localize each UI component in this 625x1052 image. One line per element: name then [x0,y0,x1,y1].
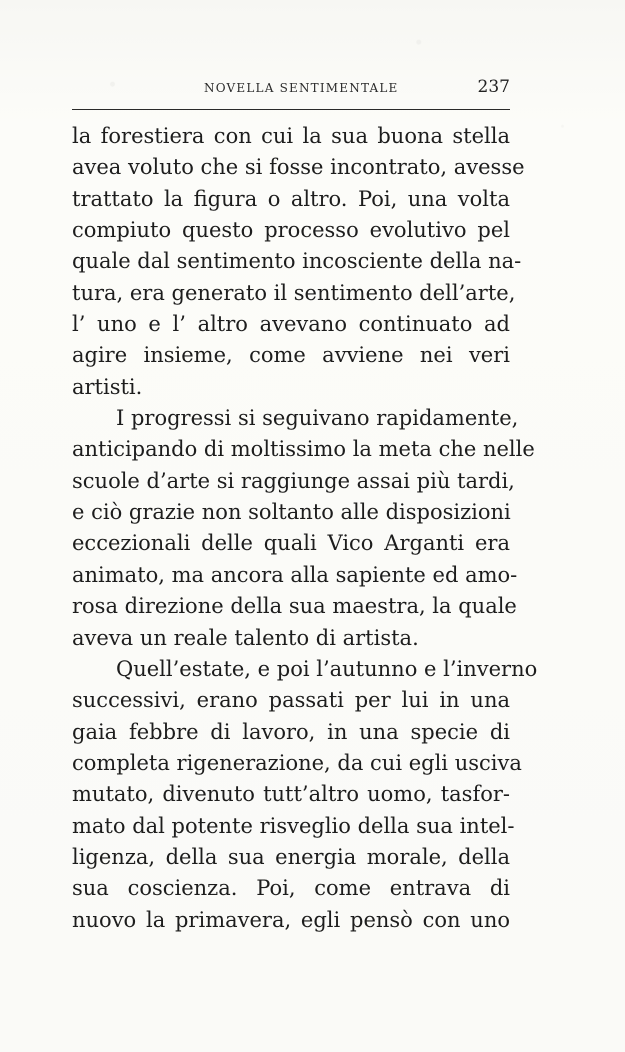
text-line: rosa direzione della sua maestra, la quale [72,594,517,619]
text-line: nuovo la primavera, egli pensò con uno [72,907,510,932]
text-line: avea voluto che si fosse incontrato, avesse [72,155,525,180]
page-header [72,74,510,102]
text-line: sua coscienza. Poi, come entrava di [72,876,510,901]
text-line: gaia febbre di lavoro, in una specie di [72,719,510,744]
text-line: aveva un reale talento di artista. [72,625,419,650]
paragraph-first-line: Quell’estate, e poi l’autunno e l’inverno [116,656,538,681]
text-line: e ciò grazie non soltanto alle disposizioni [72,500,511,525]
body-text [72,121,538,936]
text-line: anticipando di moltissimo la meta che nelle [72,437,535,462]
text-line: la forestiera con cui la sua buona stella [72,124,510,148]
text-line: scuole d’arte si raggiunge assai più tardi, [72,468,515,493]
text-line: successivi, erano passati per lui in una [72,688,510,713]
text-line: eccezionali delle quali Vico Arganti era [72,531,510,556]
text-line: trattato la figura o altro. Poi, una volta [72,186,510,211]
text-line: l’ uno e l’ altro avevano continuato ad [72,312,510,337]
text-line: ligenza, della sua energia morale, della [72,844,510,869]
text-line: completa rigenerazione, da cui egli usciva [72,750,522,775]
text-line: compiuto questo processo evolutivo pel [72,218,510,243]
text-line: artisti. [72,374,143,399]
text-line: mato dal potente risveglio della sua intel- [72,813,515,838]
running-title: NOVELLA SENTIMENTALE [204,81,399,95]
text-line: agire insieme, come avviene nei veri [72,343,510,368]
text-line: tura, era generato il sentimento dell’arte, [72,280,516,305]
header-rule [72,109,510,110]
text-line: quale dal sentimento incosciente della na- [72,249,522,274]
text-line: animato, ma ancora alla sapiente ed amo- [72,562,518,587]
text-line: mutato, divenuto tutt’altro uomo, tasfor- [72,782,510,807]
paragraph-first-line: I progressi si seguivano rapidamente, [116,406,519,431]
page-number: 237 [477,77,510,97]
